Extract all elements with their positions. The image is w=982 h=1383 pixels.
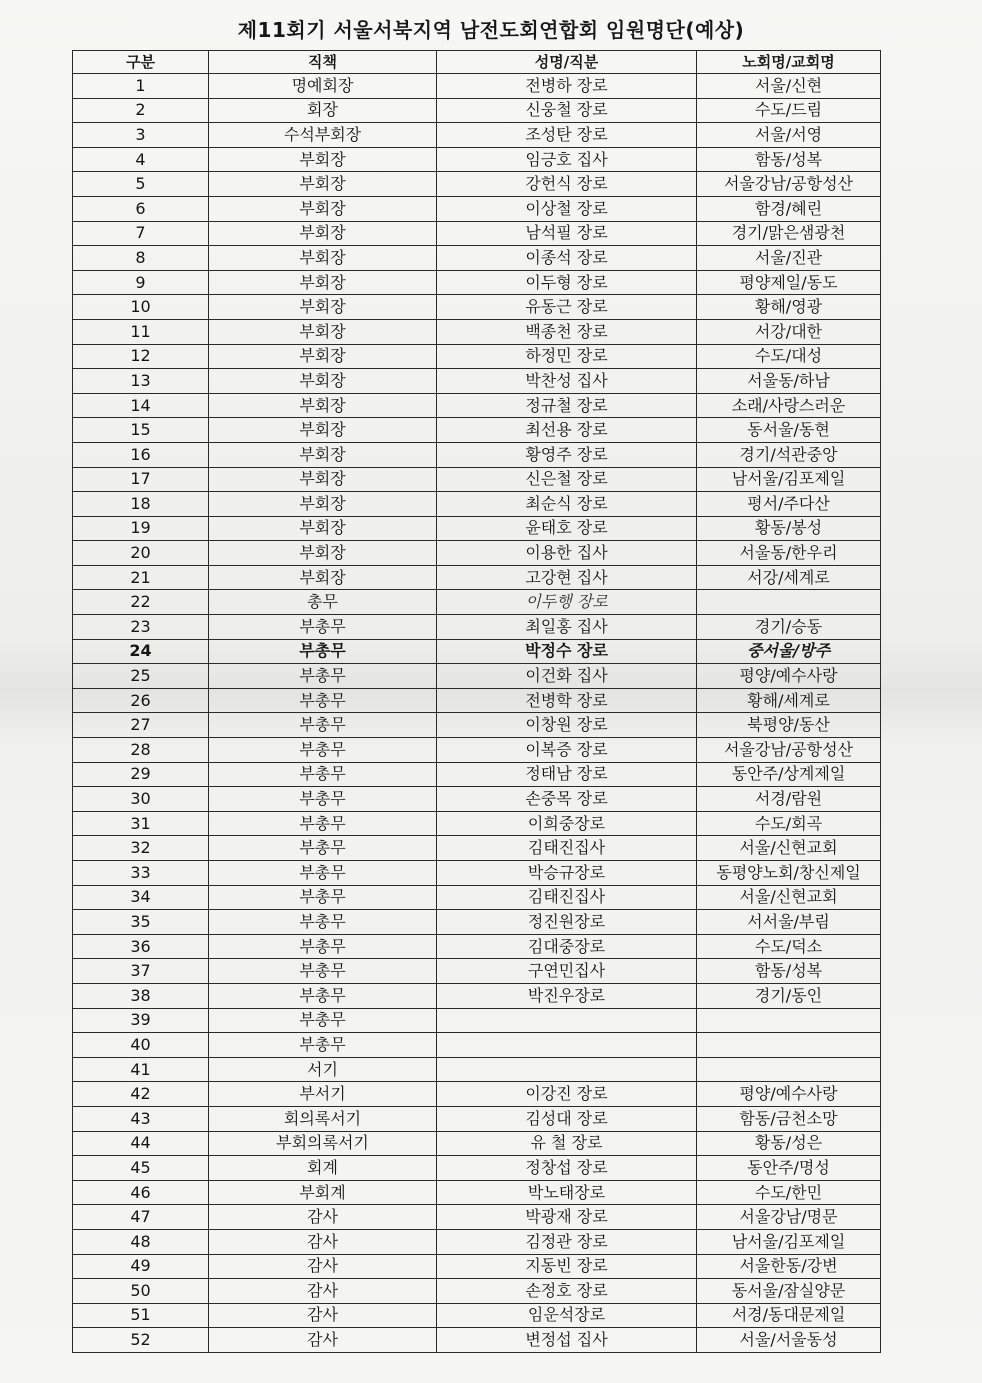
- church-cell: 수도/대성: [697, 344, 881, 369]
- row-number: 32: [73, 836, 209, 861]
- table-row: [73, 492, 881, 517]
- church-cell: 동서울/동현: [697, 418, 881, 443]
- name-cell: 임긍호 집사: [437, 147, 697, 172]
- position-cell: 부총무: [209, 688, 437, 713]
- name-cell: 박정수 장로: [437, 639, 697, 664]
- position-cell: 감사: [209, 1279, 437, 1304]
- name-cell: 정진원장로: [437, 910, 697, 935]
- name-cell: 유동근 장로: [437, 295, 697, 320]
- position-cell: 부총무: [209, 738, 437, 763]
- position-cell: 부회장: [209, 442, 437, 467]
- table-row: [73, 565, 881, 590]
- name-cell: 최순식 장로: [437, 492, 697, 517]
- table-row: [73, 393, 881, 418]
- table-row: [73, 1205, 881, 1230]
- church-cell: 서울동/한우리: [697, 541, 881, 566]
- position-cell: 부회장: [209, 418, 437, 443]
- church-cell: 북평양/동산: [697, 713, 881, 738]
- church-cell: 수도/회곡: [697, 811, 881, 836]
- row-number: 25: [73, 664, 209, 689]
- table-row: [73, 1057, 881, 1082]
- position-cell: 부총무: [209, 664, 437, 689]
- name-cell: [437, 1008, 697, 1033]
- row-number: 5: [73, 172, 209, 197]
- name-cell: 김태진집사: [437, 836, 697, 861]
- row-number: 1: [73, 74, 209, 99]
- row-number: 24: [73, 639, 209, 664]
- position-cell: 부총무: [209, 836, 437, 861]
- table-row: [73, 1106, 881, 1131]
- position-cell: 부총무: [209, 713, 437, 738]
- name-cell: 박진우장로: [437, 983, 697, 1008]
- row-number: 45: [73, 1156, 209, 1181]
- church-cell: 경기/승동: [697, 615, 881, 640]
- row-number: 29: [73, 762, 209, 787]
- row-number: 39: [73, 1008, 209, 1033]
- table-row: [73, 615, 881, 640]
- church-cell: 평양/예수사랑: [697, 664, 881, 689]
- table-row: [73, 1156, 881, 1181]
- church-cell: 황해/세계로: [697, 688, 881, 713]
- church-cell: 서강/세계로: [697, 565, 881, 590]
- table-row: [73, 1279, 881, 1304]
- row-number: 6: [73, 196, 209, 221]
- church-cell: 서울강남/공항성산: [697, 738, 881, 763]
- table-row: [73, 196, 881, 221]
- row-number: 3: [73, 123, 209, 148]
- position-cell: 부회장: [209, 246, 437, 271]
- table-row: [73, 147, 881, 172]
- position-cell: 감사: [209, 1205, 437, 1230]
- row-number: 9: [73, 270, 209, 295]
- position-cell: 총무: [209, 590, 437, 615]
- church-cell: 서울/서영: [697, 123, 881, 148]
- church-cell: 황해/영광: [697, 295, 881, 320]
- church-cell: 함동/금천소망: [697, 1106, 881, 1131]
- position-cell: 부회장: [209, 270, 437, 295]
- row-number: 15: [73, 418, 209, 443]
- table-row: [73, 74, 881, 99]
- table-row: [73, 541, 881, 566]
- table-row: [73, 590, 881, 615]
- row-number: 7: [73, 221, 209, 246]
- church-cell: 서울동/하남: [697, 369, 881, 394]
- church-cell: 서울한동/강변: [697, 1254, 881, 1279]
- church-cell: 수도/한민: [697, 1180, 881, 1205]
- position-cell: 감사: [209, 1328, 437, 1353]
- table-row: [73, 1033, 881, 1058]
- position-cell: 부총무: [209, 787, 437, 812]
- row-number: 51: [73, 1303, 209, 1328]
- table-row: [73, 836, 881, 861]
- name-cell: 정태남 장로: [437, 762, 697, 787]
- table-body: [73, 74, 881, 1353]
- table-row: [73, 1254, 881, 1279]
- position-cell: 부회계: [209, 1180, 437, 1205]
- position-cell: 부총무: [209, 910, 437, 935]
- table-row: [73, 1303, 881, 1328]
- position-cell: 부회의록서기: [209, 1131, 437, 1156]
- table-row: [73, 1131, 881, 1156]
- table-row: [73, 246, 881, 271]
- church-cell: 서경/동대문제일: [697, 1303, 881, 1328]
- name-cell: 정창섭 장로: [437, 1156, 697, 1181]
- row-number: 42: [73, 1082, 209, 1107]
- church-cell: 평양제일/동도: [697, 270, 881, 295]
- church-cell: 중서울/방주: [697, 639, 881, 664]
- name-cell: 고강현 집사: [437, 565, 697, 590]
- church-cell: 동평양노회/창신제일: [697, 861, 881, 886]
- row-number: 17: [73, 467, 209, 492]
- position-cell: 감사: [209, 1229, 437, 1254]
- name-cell: 이상철 장로: [437, 196, 697, 221]
- position-cell: 부회장: [209, 196, 437, 221]
- table-row: [73, 688, 881, 713]
- officer-table: [72, 50, 881, 1353]
- row-number: 14: [73, 393, 209, 418]
- name-cell: 이복증 장로: [437, 738, 697, 763]
- church-cell: 서울/신현교회: [697, 885, 881, 910]
- position-cell: 부회장: [209, 467, 437, 492]
- position-cell: 회의록서기: [209, 1106, 437, 1131]
- position-cell: 부회장: [209, 369, 437, 394]
- church-cell: 서울/서울동성: [697, 1328, 881, 1353]
- position-cell: 부총무: [209, 639, 437, 664]
- church-cell: 서울/신현교회: [697, 836, 881, 861]
- name-cell: 김대중장로: [437, 934, 697, 959]
- church-cell: 서울/신현: [697, 74, 881, 99]
- position-cell: 감사: [209, 1303, 437, 1328]
- row-number: 16: [73, 442, 209, 467]
- position-cell: 부총무: [209, 762, 437, 787]
- row-number: 52: [73, 1328, 209, 1353]
- church-cell: 황동/봉성: [697, 516, 881, 541]
- name-cell: 박노태장로: [437, 1180, 697, 1205]
- church-cell: 평서/주다산: [697, 492, 881, 517]
- row-number: 33: [73, 861, 209, 886]
- church-cell: [697, 1057, 881, 1082]
- church-cell: [697, 1033, 881, 1058]
- row-number: 48: [73, 1229, 209, 1254]
- row-number: 31: [73, 811, 209, 836]
- row-number: 22: [73, 590, 209, 615]
- table-row: [73, 369, 881, 394]
- position-cell: 부총무: [209, 885, 437, 910]
- church-cell: 서울/진관: [697, 246, 881, 271]
- header-name-title: 성명/직분: [437, 51, 697, 74]
- table-row: [73, 762, 881, 787]
- church-cell: 동서울/잠실양문: [697, 1279, 881, 1304]
- table-row: [73, 172, 881, 197]
- name-cell: 조성탄 장로: [437, 123, 697, 148]
- row-number: 12: [73, 344, 209, 369]
- name-cell: 김태진집사: [437, 885, 697, 910]
- name-cell: 이두형 장로: [437, 270, 697, 295]
- name-cell: 이건화 집사: [437, 664, 697, 689]
- position-cell: 감사: [209, 1254, 437, 1279]
- position-cell: 부회장: [209, 295, 437, 320]
- table-row: [73, 418, 881, 443]
- name-cell: 박승규장로: [437, 861, 697, 886]
- position-cell: 부회장: [209, 541, 437, 566]
- row-number: 26: [73, 688, 209, 713]
- name-cell: 최선용 장로: [437, 418, 697, 443]
- position-cell: 서기: [209, 1057, 437, 1082]
- row-number: 23: [73, 615, 209, 640]
- table-row: [73, 295, 881, 320]
- row-number: 8: [73, 246, 209, 271]
- table-row: [73, 910, 881, 935]
- row-number: 4: [73, 147, 209, 172]
- row-number: 35: [73, 910, 209, 935]
- position-cell: 부총무: [209, 811, 437, 836]
- table-row: [73, 885, 881, 910]
- table-row: [73, 442, 881, 467]
- position-cell: 부서기: [209, 1082, 437, 1107]
- name-cell: 김성대 장로: [437, 1106, 697, 1131]
- name-cell: 남석필 장로: [437, 221, 697, 246]
- row-number: 30: [73, 787, 209, 812]
- table-header: [73, 51, 881, 74]
- name-cell: 이창원 장로: [437, 713, 697, 738]
- position-cell: 부회장: [209, 516, 437, 541]
- name-cell: 이두행 장로: [437, 590, 697, 615]
- position-cell: 수석부회장: [209, 123, 437, 148]
- church-cell: 함동/성복: [697, 147, 881, 172]
- header-position: 직책: [209, 51, 437, 74]
- church-cell: 서강/대한: [697, 319, 881, 344]
- name-cell: 정규철 장로: [437, 393, 697, 418]
- name-cell: 이종석 장로: [437, 246, 697, 271]
- table-row: [73, 1229, 881, 1254]
- name-cell: 이희중장로: [437, 811, 697, 836]
- header-presbytery-church: 노회명/교회명: [697, 51, 881, 74]
- church-cell: 서울강남/명문: [697, 1205, 881, 1230]
- row-number: 38: [73, 983, 209, 1008]
- church-cell: 경기/석관중앙: [697, 442, 881, 467]
- table-row: [73, 319, 881, 344]
- row-number: 28: [73, 738, 209, 763]
- church-cell: 경기/맑은샘광천: [697, 221, 881, 246]
- position-cell: 부총무: [209, 1033, 437, 1058]
- table-row: [73, 270, 881, 295]
- row-number: 10: [73, 295, 209, 320]
- table-row: [73, 664, 881, 689]
- table-row: [73, 959, 881, 984]
- row-number: 11: [73, 319, 209, 344]
- church-cell: 수도/덕소: [697, 934, 881, 959]
- row-number: 47: [73, 1205, 209, 1230]
- name-cell: 최일홍 집사: [437, 615, 697, 640]
- table-row: [73, 1180, 881, 1205]
- table-row: [73, 639, 881, 664]
- church-cell: 서울강남/공항성산: [697, 172, 881, 197]
- position-cell: 부회장: [209, 319, 437, 344]
- table-row: [73, 221, 881, 246]
- church-cell: [697, 590, 881, 615]
- name-cell: 이용한 집사: [437, 541, 697, 566]
- name-cell: 구연민집사: [437, 959, 697, 984]
- name-cell: 백종천 장로: [437, 319, 697, 344]
- name-cell: 전병학 장로: [437, 688, 697, 713]
- position-cell: 부회장: [209, 492, 437, 517]
- position-cell: 부총무: [209, 615, 437, 640]
- row-number: 27: [73, 713, 209, 738]
- row-number: 19: [73, 516, 209, 541]
- name-cell: 이강진 장로: [437, 1082, 697, 1107]
- name-cell: 신은철 장로: [437, 467, 697, 492]
- table-row: [73, 738, 881, 763]
- table-row: [73, 98, 881, 123]
- table-row: [73, 1008, 881, 1033]
- row-number: 13: [73, 369, 209, 394]
- position-cell: 부회장: [209, 393, 437, 418]
- church-cell: 소래/사랑스러운: [697, 393, 881, 418]
- row-number: 21: [73, 565, 209, 590]
- name-cell: 김정관 장로: [437, 1229, 697, 1254]
- row-number: 50: [73, 1279, 209, 1304]
- name-cell: 황영주 장로: [437, 442, 697, 467]
- row-number: 46: [73, 1180, 209, 1205]
- church-cell: 함동/성복: [697, 959, 881, 984]
- name-cell: 임운석장로: [437, 1303, 697, 1328]
- row-number: 20: [73, 541, 209, 566]
- table-row: [73, 344, 881, 369]
- church-cell: 남서울/김포제일: [697, 467, 881, 492]
- church-cell: 황동/성은: [697, 1131, 881, 1156]
- table-row: [73, 934, 881, 959]
- row-number: 49: [73, 1254, 209, 1279]
- table-row: [73, 787, 881, 812]
- church-cell: 수도/드림: [697, 98, 881, 123]
- table-row: [73, 713, 881, 738]
- church-cell: 함경/혜린: [697, 196, 881, 221]
- table-row: [73, 516, 881, 541]
- row-number: 36: [73, 934, 209, 959]
- name-cell: 박찬성 집사: [437, 369, 697, 394]
- church-cell: 동안주/상계제일: [697, 762, 881, 787]
- table-row: [73, 123, 881, 148]
- table-row: [73, 1328, 881, 1353]
- position-cell: 부회장: [209, 172, 437, 197]
- church-cell: 서서울/부림: [697, 910, 881, 935]
- row-number: 40: [73, 1033, 209, 1058]
- page-title: 제11회기 서울서북지역 남전도회연합회 임원명단(예상): [237, 18, 745, 42]
- name-cell: [437, 1057, 697, 1082]
- position-cell: 부회장: [209, 565, 437, 590]
- position-cell: 명예회장: [209, 74, 437, 99]
- name-cell: [437, 1033, 697, 1058]
- name-cell: 손정호 장로: [437, 1279, 697, 1304]
- church-cell: 동안주/명성: [697, 1156, 881, 1181]
- name-cell: 변정섭 집사: [437, 1328, 697, 1353]
- row-number: 34: [73, 885, 209, 910]
- table-row: [73, 861, 881, 886]
- header-category: 구분: [73, 51, 209, 74]
- name-cell: 유 철 장로: [437, 1131, 697, 1156]
- name-cell: 윤태호 장로: [437, 516, 697, 541]
- church-cell: [697, 1008, 881, 1033]
- church-cell: 경기/동인: [697, 983, 881, 1008]
- position-cell: 회계: [209, 1156, 437, 1181]
- row-number: 2: [73, 98, 209, 123]
- row-number: 41: [73, 1057, 209, 1082]
- name-cell: 손중목 장로: [437, 787, 697, 812]
- row-number: 43: [73, 1106, 209, 1131]
- position-cell: 부회장: [209, 221, 437, 246]
- position-cell: 부총무: [209, 1008, 437, 1033]
- church-cell: 평양/예수사랑: [697, 1082, 881, 1107]
- position-cell: 회장: [209, 98, 437, 123]
- name-cell: 신웅철 장로: [437, 98, 697, 123]
- row-number: 18: [73, 492, 209, 517]
- table-row: [73, 983, 881, 1008]
- name-cell: 강헌식 장로: [437, 172, 697, 197]
- name-cell: 박광재 장로: [437, 1205, 697, 1230]
- position-cell: 부회장: [209, 344, 437, 369]
- church-cell: 남서울/김포제일: [697, 1229, 881, 1254]
- name-cell: 하정민 장로: [437, 344, 697, 369]
- church-cell: 서경/람원: [697, 787, 881, 812]
- position-cell: 부총무: [209, 934, 437, 959]
- name-cell: 전병하 장로: [437, 74, 697, 99]
- table-row: [73, 1082, 881, 1107]
- position-cell: 부총무: [209, 861, 437, 886]
- name-cell: 지동빈 장로: [437, 1254, 697, 1279]
- table-row: [73, 467, 881, 492]
- position-cell: 부회장: [209, 147, 437, 172]
- position-cell: 부총무: [209, 959, 437, 984]
- table-row: [73, 811, 881, 836]
- row-number: 37: [73, 959, 209, 984]
- row-number: 44: [73, 1131, 209, 1156]
- position-cell: 부총무: [209, 983, 437, 1008]
